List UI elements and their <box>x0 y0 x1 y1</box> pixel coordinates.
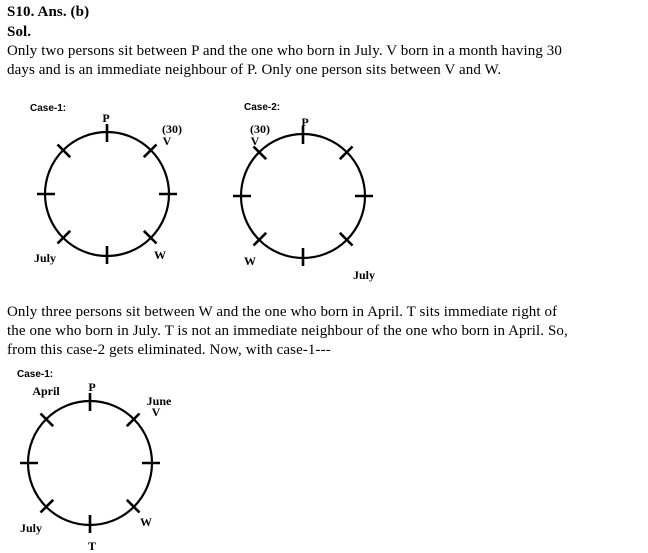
case2-diagram <box>220 95 440 290</box>
seat-label-w: W <box>154 248 166 262</box>
month-label-july: July <box>352 268 376 282</box>
month-label-july: July <box>19 521 43 535</box>
case1-top-diagram <box>0 95 220 285</box>
month-label-30: (30) <box>162 122 182 136</box>
seat-label-p: P <box>102 111 110 125</box>
sol-heading: Sol. <box>7 24 32 40</box>
para2-line-2: the one who born in July. T is not an immediate neighbour of the one who born in April. So, <box>7 323 568 339</box>
para2-line-3: from this case-2 gets eliminated. Now, with case-1--- <box>7 342 331 358</box>
seating-circle-2 <box>223 116 383 276</box>
seat-label-v: V <box>151 405 161 419</box>
case1-top-title: Case-1: <box>30 103 67 114</box>
answer-heading: S10. Ans. (b) <box>7 4 90 20</box>
seat-label-v: V <box>162 134 172 148</box>
month-label-30: (30) <box>250 122 270 136</box>
case2-title: Case-2: <box>244 102 281 113</box>
seat-label-p: P <box>88 380 96 394</box>
para1-line-2: days and is an immediate neighbour of P. Only one person sits between V and W. <box>7 62 502 78</box>
case1-final-title: Case-1: <box>17 369 54 380</box>
month-label-june: June <box>146 394 172 408</box>
seat-label-w: W <box>244 254 256 268</box>
case1-final-diagram <box>0 365 220 553</box>
seat-label-v: V <box>250 134 260 148</box>
month-label-july: July <box>33 251 57 265</box>
para2-line-1: Only three persons sit between W and the one who born in April. T sits immediate right of <box>7 304 558 320</box>
seat-tick-marks <box>20 393 160 533</box>
seat-tick-marks <box>37 124 177 264</box>
seat-label-p: P <box>301 115 309 129</box>
seat-label-w: W <box>140 515 152 529</box>
month-label-april: April <box>32 384 60 398</box>
seat-label-t: T <box>87 539 97 553</box>
para1-line-1: Only two persons sit between P and the one who born in July. V born in a month having 30 <box>7 43 562 59</box>
